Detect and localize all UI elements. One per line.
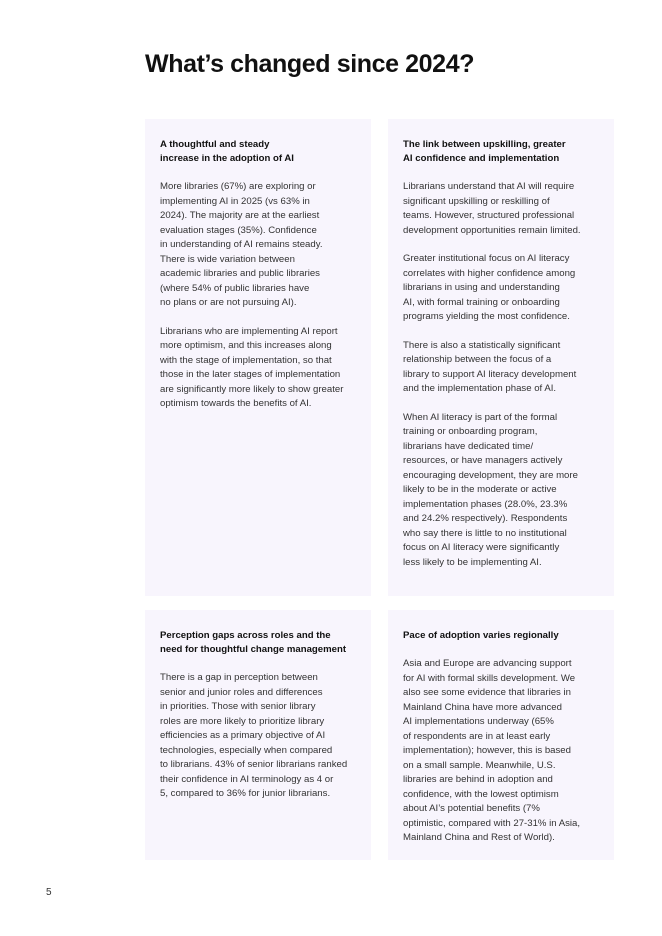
card-regional-adoption [388, 610, 614, 860]
card-paragraph: There is a gap in perception between senior and junior roles and differences in priorities. Those with senior library roles are more likely to prioritize library efficiencies as a primary objective of AI technologies, especially when compared to librarians. 43% of senior librarians ranked their confidence in AI terminology as 4 or 5, compared to 36% for junior librarians. [160, 672, 348, 800]
page-title: What’s changed since 2024? [145, 50, 475, 78]
card-heading: Pace of adoption varies regionally [403, 630, 559, 641]
card-perception-gaps [145, 610, 371, 860]
page-number: 5 [46, 887, 52, 898]
card-paragraph: Librarians understand that AI will require significant upskilling or reskilling of teams. However, structured professional development opportunities remain limited. [403, 181, 581, 236]
card-paragraph: There is also a statistically significant relationship between the focus of a library to support AI literacy development and the implementation phase of AI. [403, 339, 577, 395]
card-ai-adoption [145, 119, 371, 596]
card-paragraph: Greater institutional focus on AI literacy correlates with higher confidence among librarians in using and understanding AI, with formal training or onboarding programs yielding the most confidence. [403, 253, 576, 323]
card-paragraph: Librarians who are implementing AI report more optimism, and this increases along with the stage of implementation, so that those in the later stages of implementation are significantly more likely to show greater optimism towards the benefits of AI. [160, 325, 344, 410]
card-heading: Perception gaps across roles and the need for thoughtful change management [160, 630, 347, 656]
card-paragraph: When AI literacy is part of the formal training or onboarding program, librarians have dedicated time/ resources, or have managers actively encouraging development, they are more likely to be in the moderate or active implementation phases (28.0%, 23.3% and 24.2% respectively). Respondents who say there is little to no institutional focus on AI literacy were significantly less likely to be implementing AI. [403, 411, 578, 568]
card-heading: The link between upskilling, greater AI confidence and implementation [403, 139, 566, 165]
card-upskilling [388, 119, 614, 596]
card-heading: A thoughtful and steady increase in the adoption of AI [160, 139, 294, 165]
card-paragraph: More libraries (67%) are exploring or implementing AI in 2025 (vs 63% in 2024). The majority are at the earliest evaluation stages (35%). Confidence in understanding of AI remains steady. There is wide variation between academic libraries and public libraries (where 54% of public libraries have no plans or are not pursuing AI). [160, 181, 323, 309]
card-paragraph: Asia and Europe are advancing support for AI with formal skills development. We also see some evidence that libraries in Mainland China have more advanced AI implementations underway (65% of respondents are in at least early implementation); however, this is based on a small sample. Meanwhile, U.S. libraries are behind in adoption and confidence, with the lowest optimism about AI’s potential benefits (7% optimistic, compared with 27-31% in Asia, Mainland China and Rest of World). [403, 658, 581, 844]
